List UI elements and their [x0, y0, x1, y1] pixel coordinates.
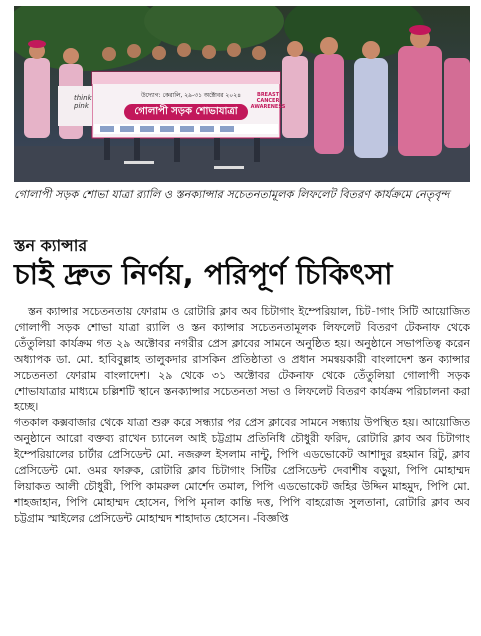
photo-caption: গোলাপী সড়ক শোভা যাত্রা র‍্যালি ও স্তনক্যান্সার সচেতনতামূলক লিফলেট বিতরণ কার্যক্রমে নেতৃবৃন্দ	[14, 188, 450, 201]
article-body	[14, 304, 470, 634]
banner-title: গোলাপী সড়ক শোভাযাত্রা	[124, 104, 248, 120]
paragraph: গতকাল কক্সবাজার থেকে যাত্রা শুরু করে সন্ধ্যার পর প্রেস ক্লাবের সামনে সন্ধ্যায় উপস্থিত হয়। আয়োজিত অনুষ্ঠানে আরো বক্তব্য রাখেন চ্যানেল আই চট্টগ্রাম প্রতিনিধি চৌধুরী ফরিদ, রোটারি ক্লাব অব চিটাগাং ইম্পেরিয়ালের চার্টার প্রেসিডেন্ট মো. নজরুল ইসলাম নান্টু, পিপি এডভোকেট আশাদুর রহমান রিটু, ক্লাব প্রেসিডেন্ট মো. ওমর ফারুক, রোটারি ক্লাব চিটাগাং সিটির প্রেসিডেন্ট দেবাশীষ বড়ুয়া, পিপি মোহাম্মদ লিয়াকত আলী চৌধুরী, পিপি কামরুল মোর্শেদ তমাল, পিপি এডভোকেট জহির উদ্দিন মাহমুদ, পিপি মো. শাহজাহান, পিপি মোহাম্মদ হোসেন, পিপি মৃনাল কান্তি দত্ত, পিপি বাহরোজ সুলতানা, রোটারি ক্লাব অব চট্টগ্রাম স্মাইলের প্রেসিডেন্ট মোহাম্মদ শাহাদাত হোসেন। -বিজ্ঞপ্তি	[14, 416, 470, 525]
think-pink-sign: think pink	[74, 94, 92, 110]
news-photo	[14, 6, 470, 182]
kicker: স্তন ক্যান্সার	[14, 236, 88, 255]
banner-subtitle: উদ্যোগ: কেরালি, ২৯-৩১ অক্টোবর ২০২৪	[140, 92, 242, 99]
paragraph: স্তন ক্যান্সার সচেতনতায় ফোরাম ও রোটারি ক্লাব অব চিটাগাং ইম্পেরিয়াল, চিট-াগাং সিটি আয়োজিত গোলাপী সড়ক শোভা যাত্রা র‍্যালি ও স্তন ক্যান্সার সচেতনতামূলক লিফলেট বিতরণ টেকনাফ থেকে তেঁতুলিয়া কার্যক্রম গত ২৯ অক্টোবর নগরীর প্রেস ক্লাবের সামনে অনুষ্ঠিত হয়। অনুষ্ঠানে সভাপতিত্ব করেন অধ্যাপক ডা. মো. হাবিবুল্লাহ তালুকদার রাসকিন প্রতিষ্ঠাতা ও প্রধান সমন্বয়কারী বাংলাদেশ স্তন ক্যান্সার সচেতনতা ফোরাম বাংলাদেশ। ২৯ থেকে ৩১ অক্টোবর টেকনাফ থেকে তেঁতুলিয়া গোলাপী সড়ক শোভাযাত্রার মাধ্যমে চল্লিশটি স্থানে স্তনক্যান্সার সচেতনতা সভা ও লিফলেট বিতরণ কার্যক্রম পরিচালনা করা হচ্ছে।	[14, 305, 470, 414]
headline: চাই দ্রুত নির্ণয়, পরিপূর্ণ চিকিৎসা	[14, 257, 393, 291]
banner-side-label: BREAST CANCER AWARENESS	[250, 92, 286, 110]
